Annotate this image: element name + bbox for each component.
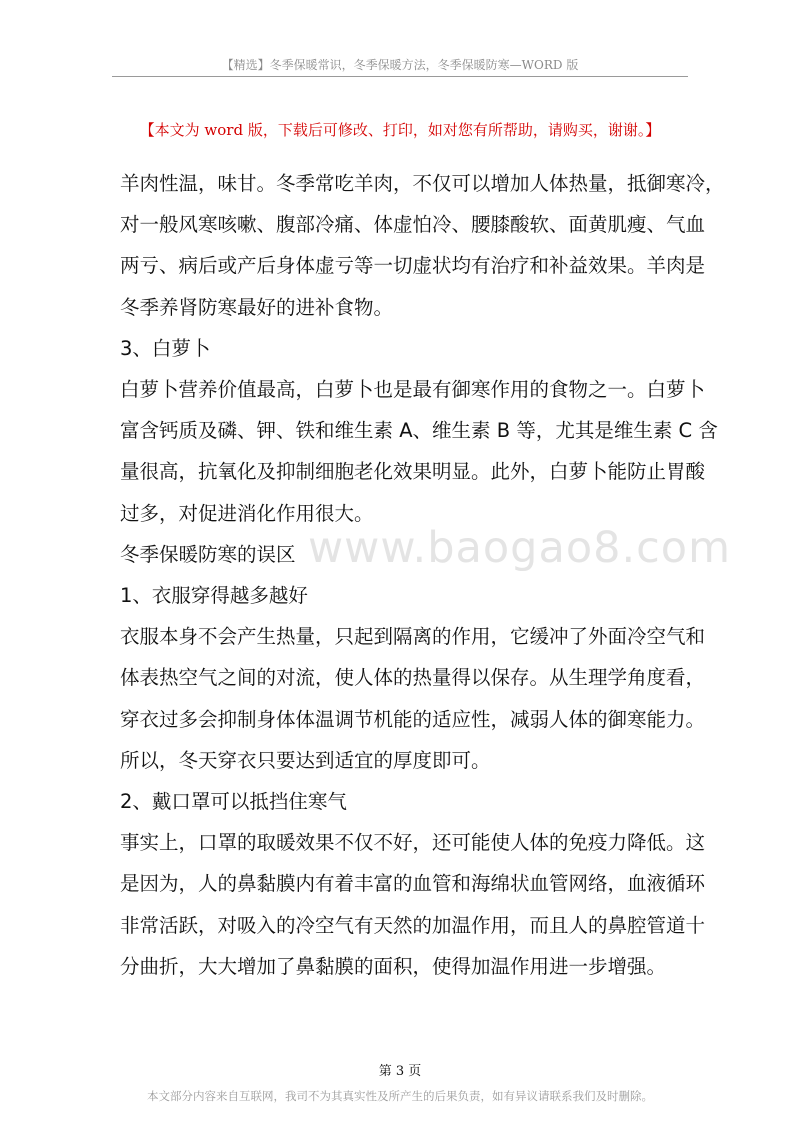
page-number: 第 3 页: [378, 1064, 422, 1079]
section-heading: 冬季保暖防寒的误区: [120, 542, 296, 566]
body-line: 体表热空气之间的对流，使人体的热量得以保存。从生理学角度看，: [120, 666, 706, 690]
body-line: 非常活跃，对吸入的冷空气有天然的加温作用，而且人的鼻腔管道十: [120, 913, 706, 937]
header-divider: [112, 76, 688, 77]
body-line: 衣服本身不会产生热量，只起到隔离的作用，它缓冲了外面冷空气和: [120, 625, 706, 649]
body-line: 所以，冬天穿衣只要达到适宜的厚度即可。: [120, 748, 491, 772]
body-line: 富含钙质及磷、钾、铁和维生素 A、维生素 B 等，尤其是维生素 C 含: [120, 419, 718, 443]
page-header-title: 【精选】冬季保暖常识，冬季保暖方法，冬季保暖防寒—WORD 版: [221, 58, 579, 72]
section-heading: 3、白萝卜: [120, 336, 211, 360]
purchase-notice: 【本文为 word 版，下载后可修改、打印，如对您有所帮助，请购买，谢谢。】: [139, 121, 661, 139]
section-heading: 2、戴口罩可以抵挡住寒气: [120, 790, 347, 814]
body-line: 羊肉性温，味甘。冬季常吃羊肉，不仅可以增加人体热量，抵御寒冷，: [120, 172, 725, 195]
body-line: 事实上，口罩的取暖效果不仅不好，还可能使人体的免疫力降低。这: [120, 831, 706, 855]
body-line: 过多，对促进消化作用很大。: [120, 501, 374, 525]
watermark-text: www.baogao8.com: [308, 523, 731, 573]
body-line: 白萝卜营养价值最高，白萝卜也是最有御寒作用的食物之一。白萝卜: [120, 378, 706, 402]
body-line: 冬季养肾防寒最好的进补食物。: [120, 295, 394, 319]
body-line: 两亏、病后或产后身体虚亏等一切虚状均有治疗和补益效果。羊肉是: [120, 254, 706, 278]
document-body: [120, 163, 725, 987]
body-line: 量很高，抗氧化及抑制细胞老化效果明显。此外，白萝卜能防止胃酸: [120, 460, 706, 484]
section-heading: 1、衣服穿得越多越好: [120, 584, 308, 608]
body-line: 分曲折，大大增加了鼻黏膜的面积，使得加温作用进一步增强。: [120, 954, 667, 978]
body-line: 是因为，人的鼻黏膜内有着丰富的血管和海绵状血管网络，血液循环: [120, 872, 706, 896]
footer-disclaimer: 本文部分内容来自互联网，我司不为其真实性及所产生的后果负责，如有异议请联系我们及时删除。: [147, 1089, 653, 1103]
body-line: 穿衣过多会抑制身体体温调节机能的适应性，减弱人体的御寒能力。: [120, 707, 706, 731]
body-line: 对一般风寒咳嗽、腹部冷痛、体虚怕冷、腰膝酸软、面黄肌瘦、气血: [120, 213, 706, 237]
